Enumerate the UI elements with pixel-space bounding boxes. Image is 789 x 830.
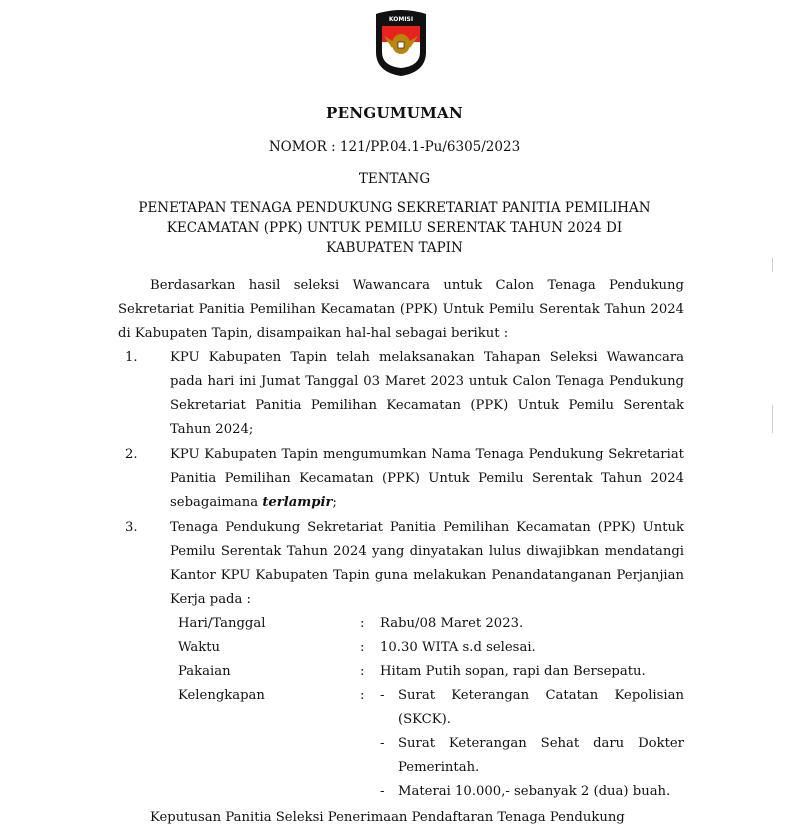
list-item — [118, 346, 684, 442]
separator: : — [360, 664, 365, 679]
item-number: 3. — [125, 520, 138, 535]
requirement-text: Materai 10.000,- sebanyak 2 (dua) buah. — [398, 784, 671, 799]
document-heading — [0, 198, 789, 258]
detail-value: Hitam Putih sopan, rapi dan Bersepatu. — [380, 664, 646, 679]
item-text: KPU Kabupaten Tapin telah melaksanakan Tahapan Seleksi Wawancara pada hari ini Jumat Tanggal 03 Maret 2023 untuk Calon Tenaga Pendukung Sekretariat Panitia Pemilihan Kecamatan (PPK) Untuk Pemilu Serentak Tahun 2024; — [170, 350, 684, 437]
separator: : — [360, 616, 365, 631]
document-number: NOMOR : 121/PP.04.1-Pu/6305/2023 — [268, 139, 521, 155]
detail-value: Rabu/08 Maret 2023. — [380, 616, 524, 631]
item-text: KPU Kabupaten Tapin mengumumkan Nama Tenaga Pendukung Sekretariat Panitia Pemilihan Kecamatan (PPK) Untuk Pemilu Serentak Tahun 2024 sebagaimana — [170, 447, 684, 510]
document-body — [118, 274, 684, 830]
requirement-item — [380, 780, 684, 804]
requirements-list — [380, 684, 684, 804]
details-table — [178, 612, 684, 804]
detail-label: Hari/Tanggal — [178, 616, 266, 631]
heading-line: KECAMATAN (PPK) UNTUK PEMILU SERENTAK TAHUN 2024 DI — [166, 220, 623, 236]
dash: - — [380, 784, 385, 799]
detail-label: Waktu — [178, 640, 221, 655]
closing-paragraph: Keputusan Panitia Seleksi Penerimaan Pendaftaran Tenaga Pendukung — [150, 810, 625, 825]
separator: : — [360, 688, 365, 703]
scan-mark — [772, 258, 773, 272]
separator: : — [360, 640, 365, 655]
item-number: 2. — [125, 447, 138, 462]
scan-mark — [772, 405, 773, 433]
item-text: ; — [332, 495, 337, 510]
document-title: PENGUMUMAN — [326, 104, 463, 122]
item-number: 1. — [125, 350, 138, 365]
kpu-logo — [372, 8, 430, 78]
item-text: Tenaga Pendukung Sekretariat Panitia Pemilihan Kecamatan (PPK) Untuk Pemilu Serentak Tahun 2024 yang dinyatakan lulus diwajibkan mendatangi Kantor KPU Kabupaten Tapin guna melakukan Penandatanganan Perjanjian Kerja pada : — [170, 520, 684, 607]
dash: - — [380, 688, 385, 703]
detail-label: Kelengkapan — [178, 688, 265, 703]
dash: - — [380, 736, 385, 751]
detail-value: 10.30 WITA s.d selesai. — [380, 640, 536, 655]
requirement-item — [380, 732, 684, 780]
numbered-list — [118, 346, 684, 804]
list-item — [118, 443, 684, 515]
heading-line: PENETAPAN TENAGA PENDUKUNG SEKRETARIAT PANITIA PEMILIHAN — [138, 200, 651, 216]
requirement-item — [380, 684, 684, 732]
requirement-text: Surat Keterangan Catatan Kepolisian (SKCK). — [398, 688, 684, 727]
requirement-text: Surat Keterangan Sehat daru Dokter Pemerintah. — [398, 736, 684, 775]
item-emphasis: terlampir — [262, 495, 333, 510]
svg-text:KOMISI: KOMISI — [388, 16, 414, 23]
heading-line: KABUPATEN TAPIN — [326, 240, 463, 256]
tentang-label: TENTANG — [358, 171, 431, 187]
intro-paragraph: Berdasarkan hasil seleksi Wawancara untuk Calon Tenaga Pendukung Sekretariat Panitia Pemilihan Kecamatan (PPK) Untuk Pemilu Serentak Tahun 2024 di Kabupaten Tapin, disampaikan hal-hal sebagai berikut : — [118, 278, 684, 341]
list-item — [118, 516, 684, 804]
detail-label: Pakaian — [178, 664, 231, 679]
